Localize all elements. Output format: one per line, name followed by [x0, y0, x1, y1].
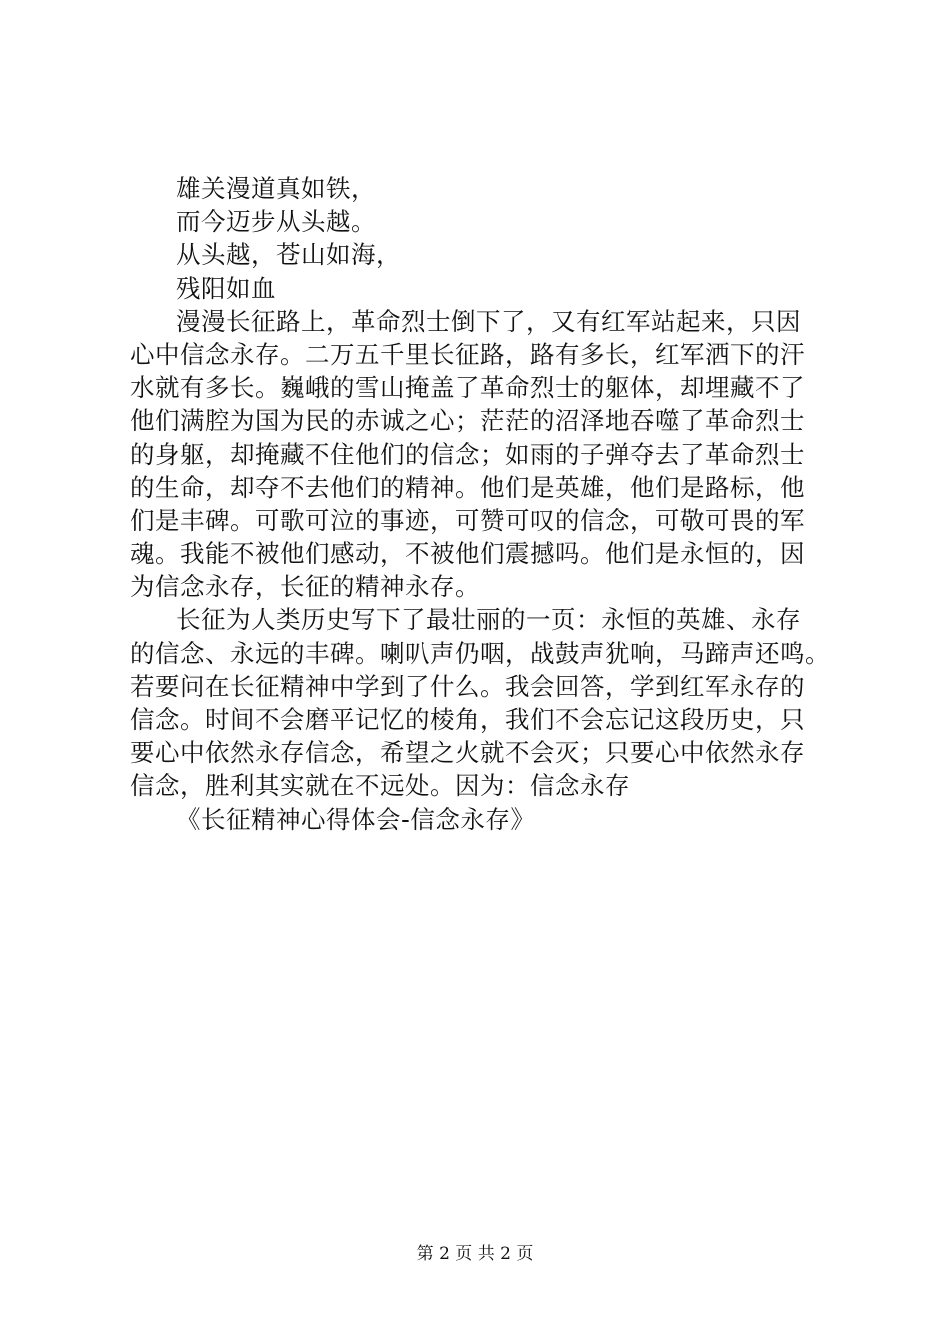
poem-line: 而今迈步从头越。 [176, 207, 376, 237]
document-body [130, 172, 830, 836]
poem-line: 从头越，苍山如海， [176, 240, 401, 270]
paragraph-line: 若要问在长征精神中学到了什么。我会回答，学到红军永存的 [130, 671, 805, 701]
paragraph-line: 水就有多长。巍峨的雪山掩盖了革命烈士的躯体，却埋藏不了 [130, 373, 805, 403]
paragraph-line: 他们满腔为国为民的赤诚之心；茫茫的沼泽地吞噬了革命烈士 [130, 406, 805, 436]
paragraph-line: 魂。我能不被他们感动，不被他们震撼吗。他们是永恒的，因 [130, 539, 805, 569]
paragraph-line: 心中信念永存。二万五千里长征路，路有多长，红军洒下的汗 [130, 339, 805, 369]
page-number-label: 第 2 页 共 2 页 [416, 1244, 534, 1264]
paragraph-line: 们是丰碑。可歌可泣的事迹，可赞可叹的信念，可敬可畏的军 [130, 505, 805, 535]
page-footer [0, 1243, 950, 1265]
paragraph-line: 长征为人类历史写下了最壮丽的一页：永恒的英雄、永存 [176, 605, 801, 635]
paragraph-line: 要心中依然永存信念，希望之火就不会灭；只要心中依然永存 [130, 738, 805, 768]
paragraph-line: 信念，胜利其实就在不远处。因为：信念永存 [130, 771, 630, 801]
paragraph-line: 漫漫长征路上，革命烈士倒下了，又有红军站起来，只因 [176, 306, 801, 336]
paragraph-line: 的生命，却夺不去他们的精神。他们是英雄，他们是路标，他 [130, 472, 805, 502]
poem-line: 雄关漫道真如铁， [176, 174, 376, 203]
paragraph-line: 信念。时间不会磨平记忆的棱角，我们不会忘记这段历史，只 [130, 705, 805, 734]
paragraph-line: 的信念、永远的丰碑。喇叭声仍咽，战鼓声犹响，马蹄声还鸣。 [130, 638, 830, 668]
paragraph-line: 的身躯，却掩藏不住他们的信念；如雨的子弹夺去了革命烈士 [130, 439, 805, 469]
poem-line: 残阳如血 [176, 273, 276, 303]
closing-title: 《长征精神心得体会-信念永存》 [176, 804, 536, 834]
paragraph-line: 为信念永存，长征的精神永存。 [130, 572, 480, 602]
